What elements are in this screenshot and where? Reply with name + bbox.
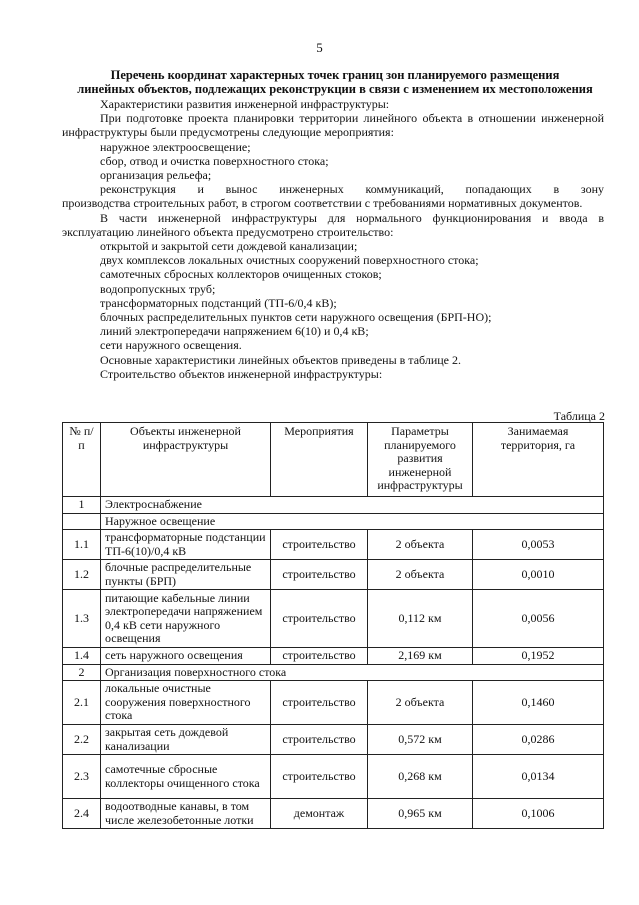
title-line-2: линейных объектов, подлежащих реконструкции в связи с изменением их местоположения [77,82,593,96]
table-header-row [63,423,604,497]
paragraph-construction-heading: Строительство объектов инженерной инфраструктуры: [100,366,383,381]
row-num: 1.4 [63,648,101,665]
header-object: Объекты инженерной инфраструктуры [101,423,271,497]
row-area: 0,0053 [473,530,604,560]
section-title: Организация поверхностного стока [101,664,604,681]
measure-item: наружное электроосвещение; [100,139,251,154]
paragraph-construction-intro: В части инженерной инфраструктуры для нормального функционирования и ввода в эксплуатацию линейного объекта предусмотрено строительство: [62,210,604,239]
empty-cell [63,513,101,530]
row-area: 0,1952 [473,648,604,665]
section-row [63,664,604,681]
row-area: 0,0010 [473,560,604,590]
row-area: 0,1460 [473,681,604,725]
table-row [63,590,604,648]
row-measure: строительство [271,755,368,799]
table-row [63,560,604,590]
section-title: Электроснабжение [101,497,604,514]
row-params: 0,965 км [368,799,473,829]
paragraph-table-ref: Основные характеристики линейных объектов приведены в таблице 2. [100,352,461,367]
row-params: 2 объекта [368,560,473,590]
subsection-title: Наружное освещение [101,513,604,530]
table-row [63,648,604,665]
row-params: 2 объекта [368,681,473,725]
row-measure: строительство [271,590,368,648]
row-measure: строительство [271,530,368,560]
row-num: 2.3 [63,755,101,799]
measure-item: реконструкция и вынос инженерных коммуникаций, попадающих в зону [100,182,604,197]
row-object: сеть наружного освещения [101,648,271,665]
row-num: 1.1 [63,530,101,560]
section-num: 1 [63,497,101,514]
row-params: 2 объекта [368,530,473,560]
table-row [63,755,604,799]
row-num: 2.1 [63,681,101,725]
row-object: питающие кабельные линии электропередачи напряжением 0,4 кВ сети наружного освещения [101,590,271,648]
infrastructure-table [62,422,604,829]
measure-item-continued: производства строительных работ, в строгом соответствии с требованиями нормативных документов. [62,196,583,211]
header-measure: Мероприятия [271,423,368,497]
row-object: трансформаторные подстанции ТП-6(10)/0,4 кВ [101,530,271,560]
row-area: 0,1006 [473,799,604,829]
row-measure: строительство [271,725,368,755]
table-row [63,681,604,725]
row-num: 1.2 [63,560,101,590]
construction-item: блочных распределительных пунктов сети наружного освещения (БРП-НО); [100,310,492,325]
construction-item: двух комплексов локальных очистных сооружений поверхностного стока; [100,253,479,268]
body-text [62,97,604,381]
page-number: 5 [316,40,323,55]
construction-item: линий электропередачи напряжением 6(10) и 0,4 кВ; [100,324,369,339]
table-row [63,799,604,829]
construction-item: сети наружного освещения. [100,338,242,353]
row-object: самотечные сбросные коллекторы очищенного стока [101,755,271,799]
row-area: 0,0056 [473,590,604,648]
document-title [50,68,620,96]
title-line-1: Перечень координат характерных точек границ зон планируемого размещения [110,68,560,82]
table-caption: Таблица 2 [553,409,605,423]
row-object: блочные распределительные пункты (БРП) [101,560,271,590]
row-object: закрытая сеть дождевой канализации [101,725,271,755]
construction-item: трансформаторных подстанций (ТП-6/0,4 кВ); [100,295,337,310]
subsection-row [63,513,604,530]
section-num: 2 [63,664,101,681]
row-object: водоотводные канавы, в том числе железобетонные лотки [101,799,271,829]
row-measure: строительство [271,648,368,665]
row-measure: демонтаж [271,799,368,829]
row-num: 1.3 [63,590,101,648]
section-row [63,497,604,514]
row-params: 0,112 км [368,590,473,648]
construction-item: самотечных сбросных коллекторов очищенных стоков; [100,267,382,282]
measure-item: сбор, отвод и очистка поверхностного стока; [100,153,329,168]
construction-item: открытой и закрытой сети дождевой канализации; [100,239,358,254]
row-area: 0,0286 [473,725,604,755]
header-num: № п/п [63,423,101,497]
row-area: 0,0134 [473,755,604,799]
row-measure: строительство [271,681,368,725]
row-num: 2.2 [63,725,101,755]
measure-item: организация рельефа; [100,168,212,183]
row-measure: строительство [271,560,368,590]
header-params: Параметры планируемого развития инженерной инфраструктуры [368,423,473,497]
row-params: 0,572 км [368,725,473,755]
row-params: 0,268 км [368,755,473,799]
row-object: локальные очистные сооружения поверхностного стока [101,681,271,725]
table-row [63,725,604,755]
construction-item: водопропускных труб; [100,281,216,296]
row-params: 2,169 км [368,648,473,665]
table-row [63,530,604,560]
paragraph-measures-intro: При подготовке проекта планировки территории линейного объекта в отношении инженерной инфраструктуры были предусмотрены следующие мероприятия: [62,111,604,140]
infra-heading: Характеристики развития инженерной инфраструктуры: [100,97,390,111]
header-area: Занимаемая территория, га [473,423,604,497]
row-num: 2.4 [63,799,101,829]
